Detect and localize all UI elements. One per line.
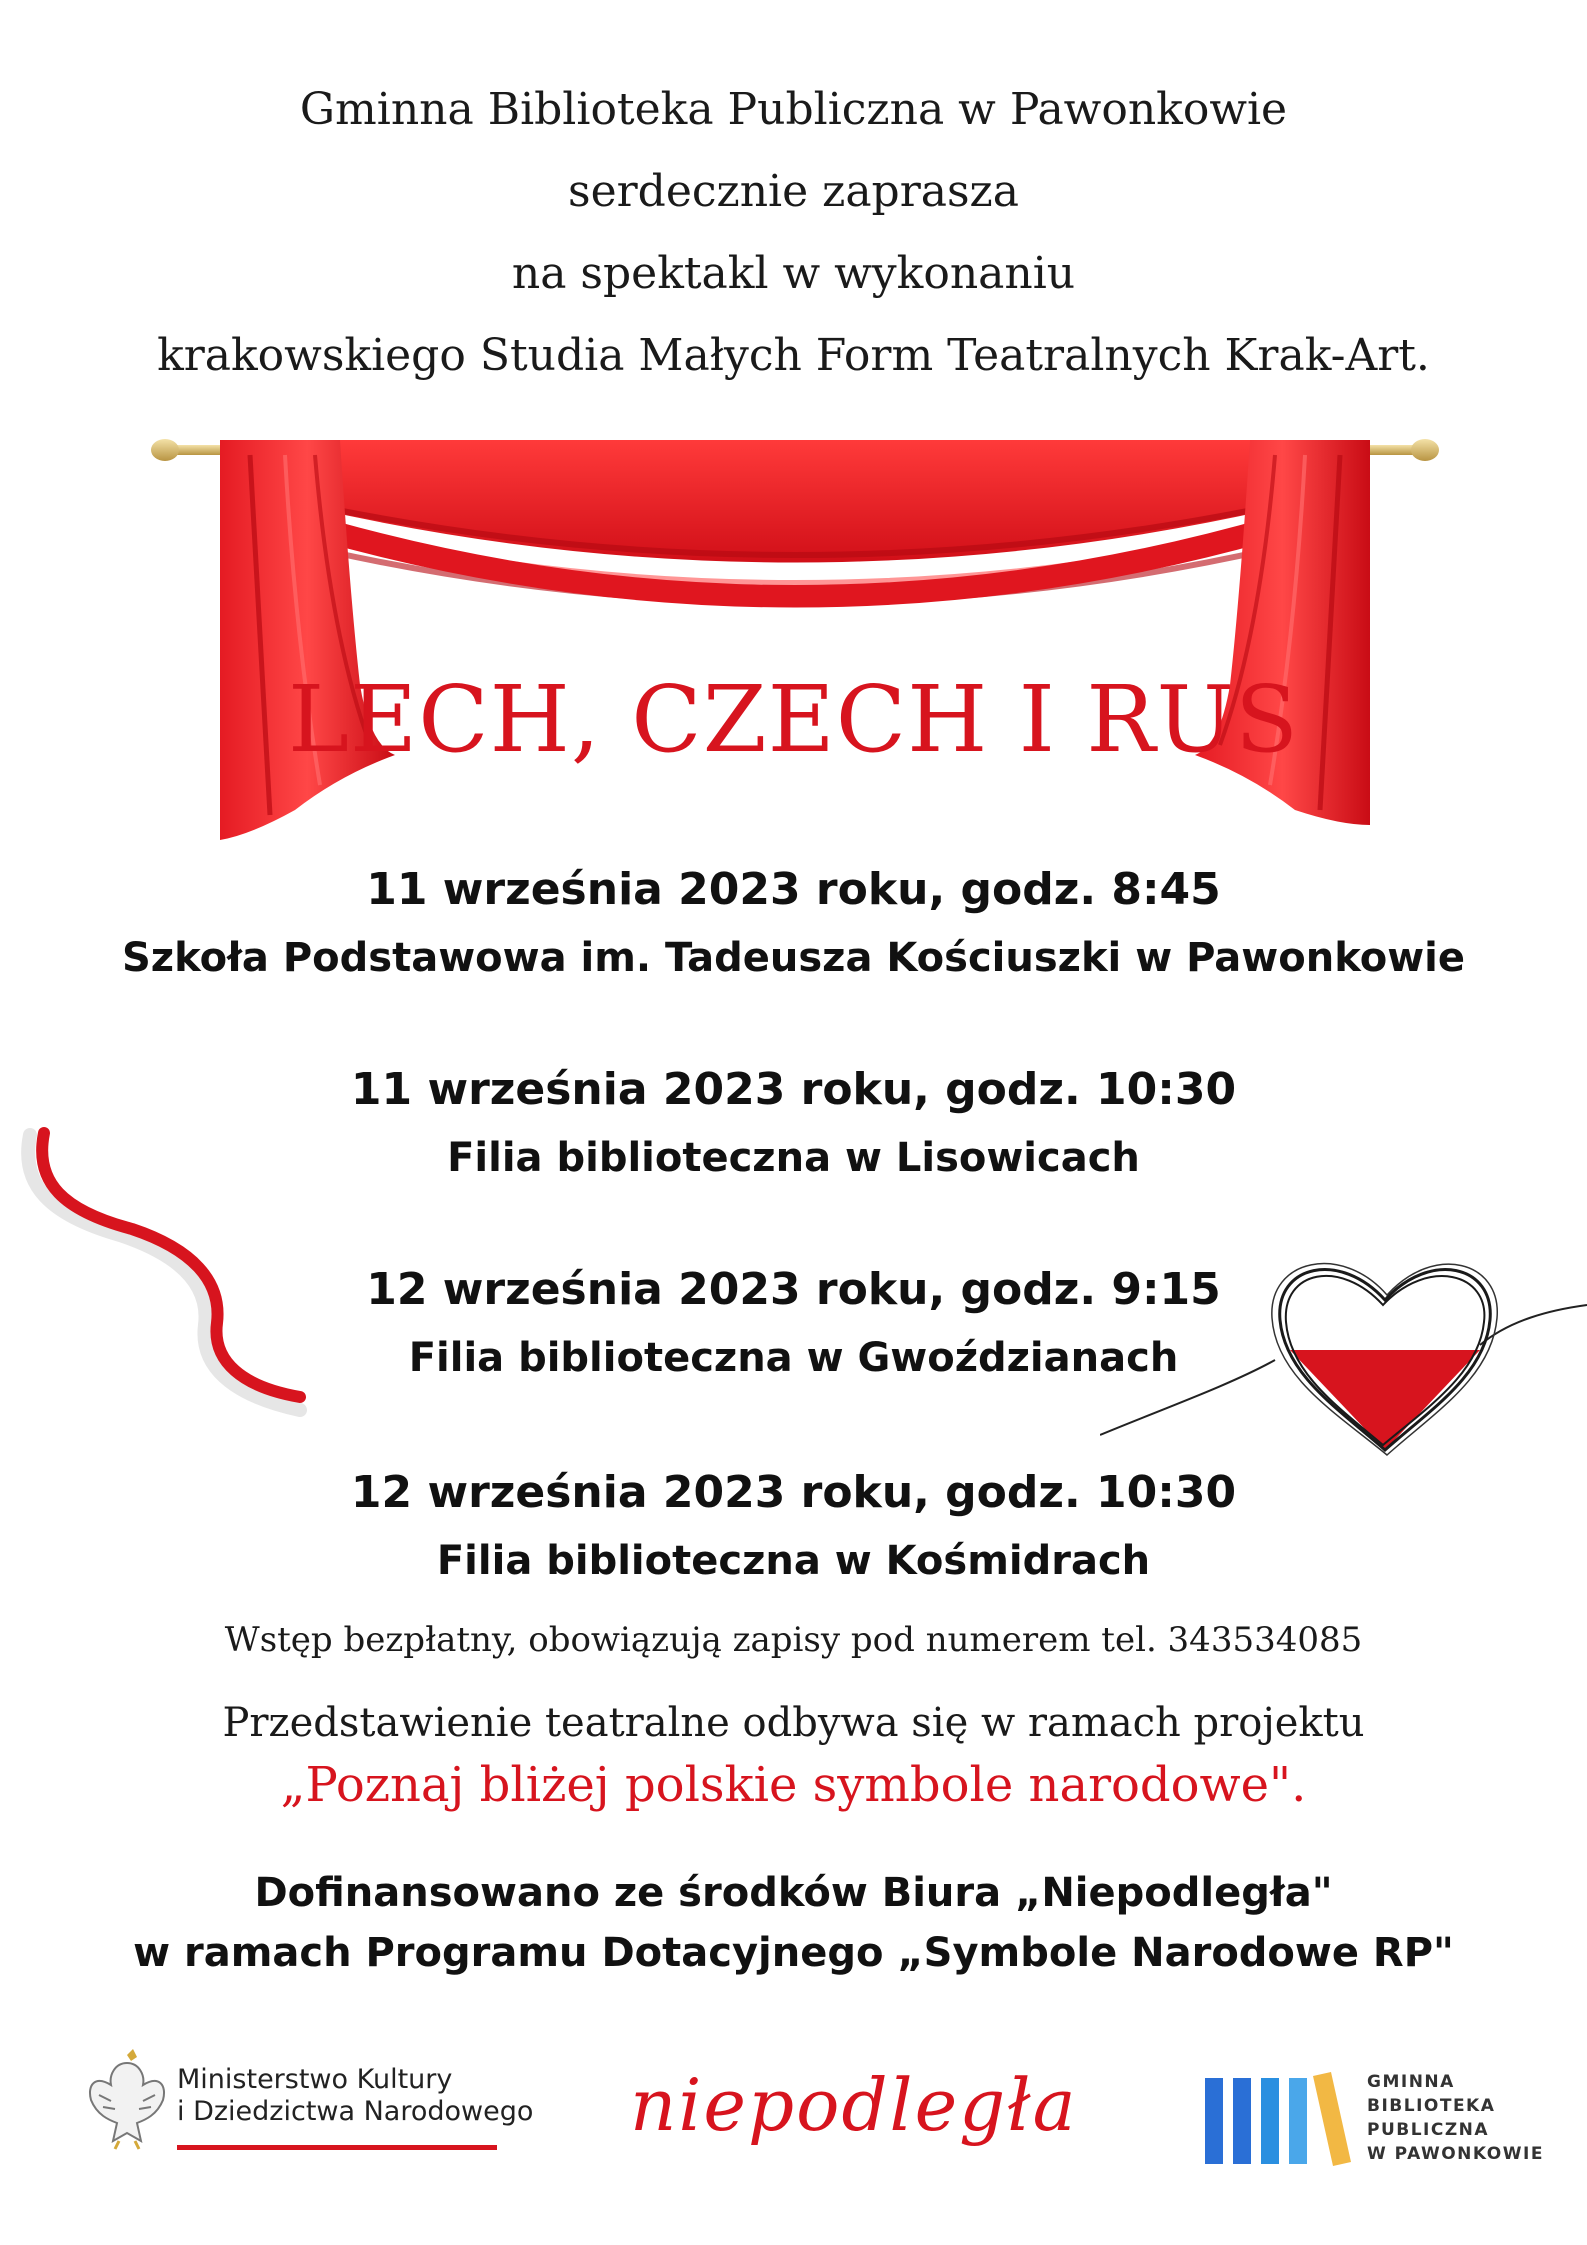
- event-4-place: Filia biblioteczna w Kośmidrach: [436, 1538, 1151, 1584]
- funding-line-2: w ramach Programu Dotacyjnego „Symbole Narodowe RP": [133, 1930, 1454, 1976]
- white-eagle-icon: [85, 2045, 170, 2155]
- event-3-place: Filia biblioteczna w Gwoździanach: [408, 1335, 1179, 1381]
- event-1-place: Szkoła Podstawowa im. Tadeusza Kościuszki w Pawonkowie: [121, 935, 1466, 981]
- ministry-logo: [85, 2045, 534, 2165]
- ministry-name-line-2: i Dziedzictwa Narodowego: [177, 2096, 534, 2127]
- event-4-date: 12 września 2023 roku, godz. 10:30: [350, 1467, 1237, 1518]
- library-logo: [1205, 2060, 1545, 2180]
- library-name-line-3: PUBLICZNA: [1367, 2120, 1490, 2140]
- invite-line: serdecznie zaprasza: [568, 166, 1019, 217]
- project-intro: Przedstawienie teatralne odbywa się w ramach projektu: [222, 1700, 1365, 1746]
- show-title: LECH, CZECH I RUS: [287, 666, 1300, 773]
- library-name-line-1: GMINNA: [1367, 2072, 1455, 2092]
- ministry-underline: [177, 2145, 497, 2150]
- event-2-date: 11 września 2023 roku, godz. 10:30: [350, 1064, 1237, 1115]
- theatre-line: krakowskiego Studia Małych Form Teatralnych Krak-Art.: [157, 330, 1430, 381]
- admission-note: Wstęp bezpłatny, obowiązują zapisy pod numerem tel. 343534085: [224, 1620, 1363, 1660]
- ministry-name-line-1: Ministerstwo Kultury: [177, 2064, 453, 2095]
- niepodlegla-logo: [630, 2055, 1078, 2165]
- library-name-line-4: W PAWONKOWIE: [1367, 2144, 1544, 2164]
- performance-line: na spektakl w wykonaniu: [511, 248, 1076, 299]
- stage-curtain-icon: [150, 415, 1440, 845]
- books-icon: [1205, 2070, 1355, 2170]
- event-3-date: 12 września 2023 roku, godz. 9:15: [366, 1264, 1221, 1315]
- funding-line-1: Dofinansowano ze środków Biura „Niepodległa": [254, 1870, 1333, 1916]
- organizer-line: Gminna Biblioteka Publiczna w Pawonkowie: [299, 84, 1288, 135]
- event-1-date: 11 września 2023 roku, godz. 8:45: [366, 864, 1221, 915]
- project-name: „Poznaj bliżej polskie symbole narodowe".: [280, 1757, 1307, 1813]
- library-name-line-2: BIBLIOTEKA: [1367, 2096, 1496, 2116]
- event-2-place: Filia biblioteczna w Lisowicach: [447, 1135, 1140, 1181]
- niepodlegla-wordmark: niepodległa: [630, 2063, 1078, 2147]
